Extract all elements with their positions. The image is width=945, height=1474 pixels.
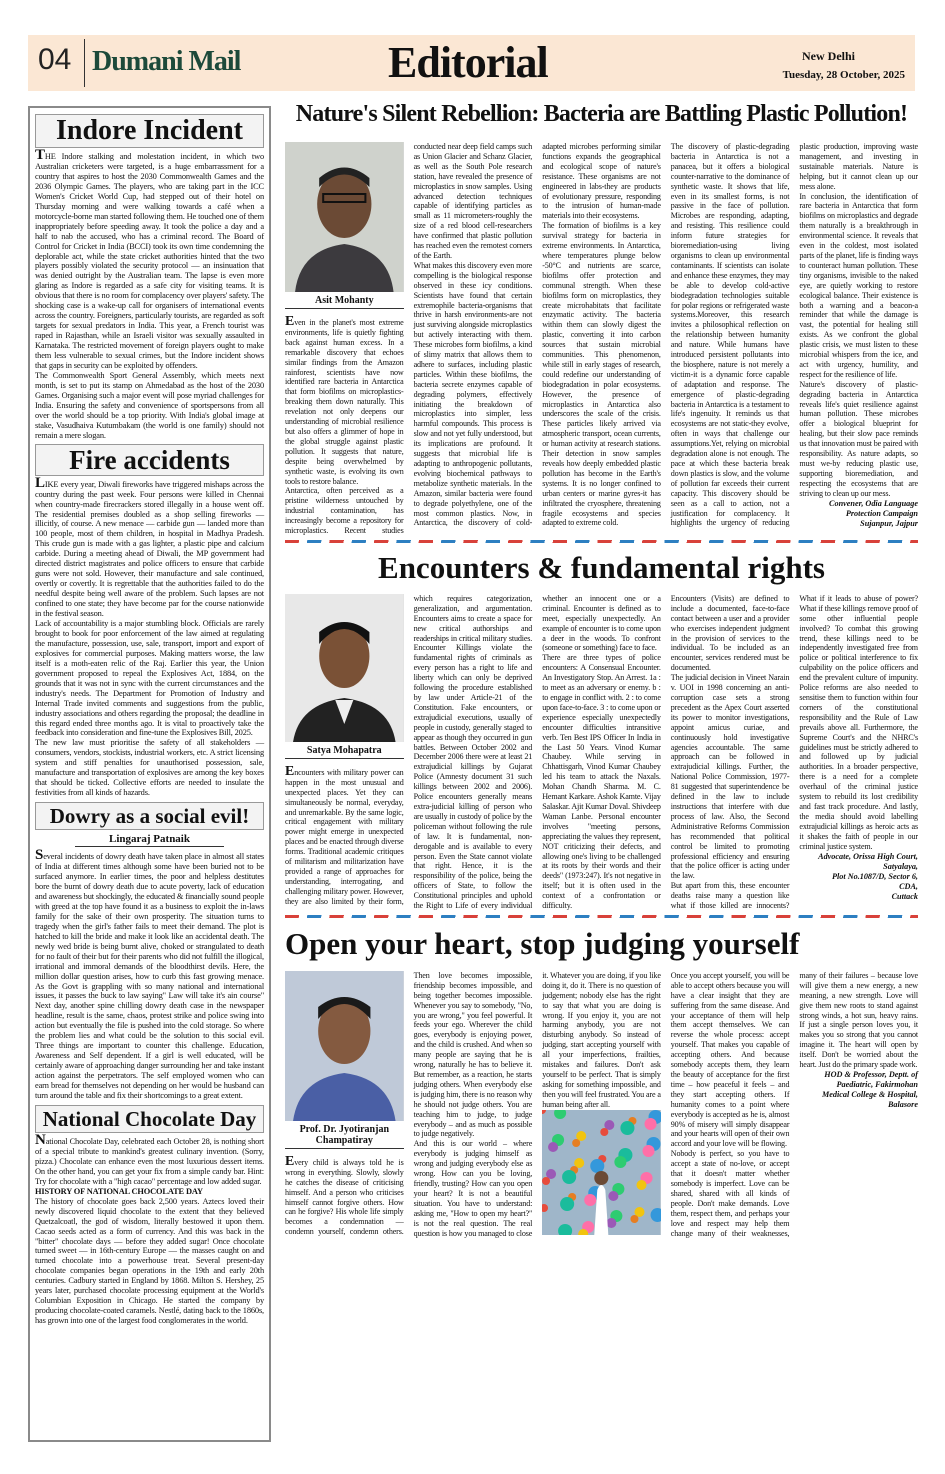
- headline-nature: Nature's Silent Rebellion: Bacteria are Battling Plastic Pollution!: [295, 101, 908, 127]
- paragraph: LIKE every year, Diwali fireworks have triggered mishaps across the country during the past week. Four persons were killed in Chennai when country-made firecrackers stored illegally in a house went off. The residential premises doubled as a shop selling fireworks — illicitly, of course. A new menace — carbide gun — landed more than 100 people, most of them children, in hospital in Madhya Pradesh. This crude gun is made with a gas lighter, a plastic pipe and calcium carbide. During a meeting ahead of Diwali, the MP government had directed district magistrates and police officers to ensure that carbide guns were not sold. However, their manufacture and sale continued, overtly or covertly. It is regrettable that the authorities failed to do the needful despite being well aware of the problem. Such lapses are not confined to one state; they have become par for the course nationwide in the festival season.: [35, 474, 264, 619]
- author-signature: [799, 1070, 918, 1110]
- paragraph: Encounters with military power can happen in the most unusual and unexpected places. Yet they can simultaneously be normal, everyday, and unremarkable. By the same logic, critical engagement with military power might emerge in unexpected places and be enacted through diverse forms. Traditional academic critiques of militarism and militarization have provided a range of approaches for understanding, interrogating, and challenging military power. However, they are also limited by their form, which requires categorization, generalization, and argumentation. Encounters aims to create a space for new critical authorships and readerships in critical military studies. Encounter Killings violate the fundamental rights of criminals as every person has a right to life and liberty which can only be deprived following the procedure established by law under Article-21 of the Constitution. Fake encounters, or extrajudicial executions, usually of people in custody, generally staged to appear as though they occurred in gun battles. Between October 2002 and December 2006 there were at least 21 extrajudicial killings by Gujarat Police (Amnesty document 31 such killings between 2002 and 2006). Police encounters generally means extra-judicial killing of person who are usually in custody of police by the policeman without following the rule of law. It is fundamental, non-derogable and is available to every person. Even the State cannot violate that right. Hence, it is the responsibility of the police, being the officers of State, to follow the Constitutional principles and uphold the Right to Life of every individual whether an innocent one or a criminal. Encounter is defined as to meet, especially unexpectedly. An example of encounter is to come upon a deer in the woods. To confront (someone or something) face to face.: [285, 593, 661, 911]
- author-name: Prof. Dr. Jyotiranjan Champatiray: [285, 1124, 404, 1149]
- article-body: [35, 847, 264, 1101]
- paragraph: National Chocolate Day, celebrated each October 28, is nothing short of a special tribute to mankind's greatest culinary invention. (Sorry, pizza.) Chocolate can enhance even the most luxurious dessert items. On the other hand, you can get your fix from a simple candy bar. Hint: Try for chocolate with a "high cacao" percentage and low added sugar.: [35, 1131, 264, 1186]
- paragraph: The discovery of plastic-degrading bacteria in Antarctica is not a panacea, but it offers a biological counter-narrative to the dominance of synthetic waste. It shows that life, even in its smallest forms, is not passive in the face of pollution. Microbes are responding, adapting, and resisting. This resilience could inform future strategies for bioremediation-using living organisms to clean up environmental contaminants. If scientists can isolate and enhance these enzymes, they may be able to develop cold-active biodegradation technologies suitable for polar regions or refrigerated waste systems.Moreover, this research invites a philosophical reflection on the relationship between humanity and nature. While humans have introduced persistent pollutants into the biosphere, nature is not merely a victim-it is a dynamic force capable of adaptation and response. The emergence of plastic-degrading bacteria in Antarctica is a testament to life's ingenuity. It reminds us that ecosystems are not static-they evolve, often in ways that challenge our assumptions.Yet, relying on microbial degradation alone is not enough. The pace at which these bacteria break down plastics is slow, and the volume of pollution far exceeds their current capacity. This discovery should be seen as a call to action, not a justification for complacency. It highlights the urgency of reducing plastic production, improving waste management, and investing in sustainable materials. Nature is helping, but it cannot clean up our mess alone.: [670, 142, 918, 528]
- headline-dowry: Dowry as a social evil!: [35, 802, 264, 830]
- paragraph: THE Indore stalking and molestation incident, in which two Australian cricketers were targeted, is a huge embarrassment for a country that aspires to host the 2030 Commonwealth Games and the 2036 Olympic Games. The players, who are taking part in the ICC Women's Cricket World Cup, had stepped out of their hotel on Thursday morning and were walking towards a café when a motorcycle-borne man started following them. He touched one of them inappropriately before speeding away. It took the police a day and a half to nab the accused, who has a criminal record. The Board of Control for Cricket in India (BCCI) took its own time condemning the deplorable act, while the state cricket authorities hinted that the two players possibly violated the security protocol — an insinuation that was denied outright by the Australian team. The lapse is even more glaring as Indore is regarded as a safe city for visiting teams. It is obvious that there is no room for complacency over players' safety. The shocking case is a wake-up call for organisers of international events across the country. Foreigners, particularly tourists, are regarded as soft targets for sexual predators in India. This year, a French tourist was raped in Rajasthan, while an Israeli visitor was sexually assaulted in Karnataka. The restricted movement of foreign players ought to make them less vulnerable to sexual crimes, but the Indore incident shows that gaps in security can be exploited by offenders.: [35, 147, 264, 371]
- signature-line: Medical College & Hospital,: [822, 1090, 918, 1099]
- paragraph: The judicial decision in Vineet Narain v. UOI in 1998 concerning an anti-corruption case sets a strong precedent as the Apex Court asserted its power to monitor investigations, appoint amicus curiae, and continuously hold investigative agencies accountable. The same approach can be followed in extrajudicial killings. Further, the National Police Commission, 1977-81 suggested that superintendence be defined in the law to include instructions that interfere with due process of law. Also, the Second Administrative Reforms Commission has recommended that political control be limited to promoting professional efficiency and ensuring that the police officer is acting under the law.: [670, 673, 790, 881]
- paragraph: Nobody is perfect, so you have to accept a state of no-love, or accept that it doesn't matter whether somebody is imperfect. Love can be shared, shared with all kinds of people. Don't make demands. Love them, respect them, and perhaps your love and respect may help them change many of their weaknesses, many of their failures – because love will give them a new energy, a new meaning, a new strength. Love will give them new roots to stand against strong winds, a hot sun, heavy rains. If just a single person loves you, it makes you so strong that you cannot imagine it. The heart will open by itself. Don't be worried about the heart. Just do the primary spade work.: [670, 970, 918, 1238]
- paragraph: Nature's discovery of plastic-degrading bacteria in Antarctica reveals life's quiet resilience against human pollution. These microbes offer a biological blueprint for healing, but their slow pace reminds us that innovation must be paired with responsibility. As nature adapts, so must we-by reducing plastic use, supporting bioremediation, and respecting the ecosystems that are striving to clean up our mess.: [799, 379, 918, 498]
- airmail-divider: [285, 540, 918, 543]
- paragraph: Encounters (Visits) are defined to include a documented, face-to-face contact between a user and a provider who exercises independent judgment in the provision of services to the individual. To be included as an encounter, services rendered must be documented.: [670, 593, 790, 673]
- signature-line: Protection Campaign: [845, 508, 918, 518]
- signature-line: Plot No.1087/D, Sector 6,: [832, 871, 918, 881]
- page-number: 04: [38, 43, 72, 76]
- headline-encounters: Encounters & fundamental rights: [378, 549, 825, 585]
- author-signature: [799, 852, 918, 902]
- paragraph: The Commonwealth Sport General Assembly, which meets next month, is set to put its stamp on Ahmedabad as the host of the 2030 Games. Organising such a major event will pose myriad challenges for India. Ensuring the safety and convenience of sportspersons from all over the world should be a top priority. With India's global image at stake, Vasudhaiva Kutumbakam (the world is one family) should not remain a mere slogan.: [35, 370, 264, 440]
- paragraph: In conclusion, the identification of rare bacteria in Antarctica that form biofilms on microplastics and degrade them naturally is a breakthrough in environmental science. It reveals that even in the coldest, most isolated parts of the planet, life is finding ways to counteract human pollution. These tiny organisms, invisible to the naked eye, are quietly working to restore ecological balance. Their existence is both a warning and a beacon-a reminder that while the damage is vast, the potential for healing still exists. As we confront the global plastic crisis, we must listen to these microbial whispers from the ice, and act with urgency, humility, and respect for the resilience of life.: [799, 191, 918, 379]
- article-heart: [285, 971, 918, 1238]
- author-photo: [285, 971, 404, 1121]
- balloons-illustration: [542, 1110, 661, 1235]
- signature-line: Balasore: [887, 1100, 918, 1109]
- author-signature: [799, 499, 918, 529]
- byline: Lingaraj Patnaik: [75, 833, 224, 847]
- article-body: [35, 1197, 264, 1326]
- signature-line: Advocate, Orissa High Court,: [818, 851, 918, 861]
- paragraph: What makes this discovery even more compelling is the biological response observed in these icy conditions. Scientists have found that certain extremophile bacteria-organisms that thrive in harsh environments-are not just surviving alongside microplastics but actively interacting with them. These microbes form biofilms, a kind of slimy matrix that allows them to adhere to surfaces, including plastic particles. Within these biofilms, the bacteria secrete enzymes capable of degrading polymers, effectively initiating the breakdown of microplastics into simpler, less harmful compounds. This process is slow and not yet fully understood, but its implications are profound. It suggests that microbial life is adapting to anthropogenic pollutants, evolving biochemical pathways to metabolize synthetic materials. In the Amazon, similar bacteria were found to degrade polyethylene, one of the most common plastics. Now, in Antarctica, the discovery of cold-adapted microbes performing similar functions expands the geographical and ecological scope of nature's resistance. These organisms are not engineered in labs-they are products of evolutionary pressure, responding to the intrusion of human-made materials into their ecosystems.: [413, 142, 661, 528]
- paragraph: The formation of biofilms is a key survival strategy for bacteria in extreme environments. In Antarctica, where temperatures plunge below -50°C and nutrients are scarce, biofilms offer protection and communal strength. When these biofilms form on microplastics, they create microhabitats that facilitate enzymatic activity. The bacteria within them can slowly digest the plastic, converting it into carbon sources that sustain microbial communities. This phenomenon, while still in early stages of research, could redefine our understanding of biodegradation in polar ecosystems. However, the presence of microplastics in Antarctica also underscores the scale of the crisis. These particles likely arrived via atmospheric transport, ocean currents, or human activity at research stations. Their detection in snow samples reveals how deeply embedded plastic pollution has become in the Earth's systems. It is no longer confined to urban centers or marine gyres-it has infiltrated the cryosphere, threatening fragile ecosystems and species adapted to extreme cold.: [542, 221, 661, 528]
- paragraph: Several incidents of dowry death have taken place in almost all states of India at different times although some have been buried not to be surfaced anymore. In earlier times, the poor and helpless destitutes bore the burnt of dowry death due to acute poverty, lack of education and awareness but shockingly, the educated & financially sound people with greed at the top have found it as a business to exploit the in-laws family for the sake of their own prosperity. The situation turns to tragedy when the girl's father fails to meet their demand. The plot is hatched to kill the bride and make it look like an accidental death. The newly wed bride is being burnt alive, choked or strangulated to death for no fault of their but for their parents who did not fulfill the illogical, irrational and immoral demands of the bloodthirst devils. Here, the million dollar question arises, how to curb this fast growing menace. As the Govt is grappling with so many national and international issues, it passes the buck to law saying" Law will take it's ain course" Next day, another spine chilling dowry death case in the newspaper headline, result is the same, chaos, protest strike and police swing into action but eventually the file is pushed into the cold storage. So where the problem lies and what could be the solution to this social evil. Three things are important to counter this challenge. Education, Awareness and Self dependent. If a girl is well educated, will be certainly aware of approaching danger surrounding her and take instant action against the perpetrators. The self employed women who can earn bread for themselves not depending on her would be husband can turn around the table and fix their shortcomings to a great extent.: [35, 847, 264, 1101]
- divider: [84, 39, 85, 87]
- signature-line: Convener, Odia Language: [829, 498, 918, 508]
- signature-line: Satyalaya,: [883, 861, 918, 871]
- section-title: Editorial: [388, 38, 548, 87]
- author-photo: [285, 142, 404, 292]
- headline-fire: Fire accidents: [35, 444, 264, 476]
- paragraph: Antarctica, often perceived as a pristine wilderness untouched by industrial contamination, has increasingly become a repository for microplastics. Recent studies conducted near deep field camps such as Union Glacier and Schanz Glacier, as well as the South Pole research station, have revealed the presence of microplastics in snow samples. Using advanced detection techniques capable of identifying particles as small as 11 micrometers-roughly the size of a red blood cell-researchers have confirmed that plastic pollution has reached even the remotest corners of the Earth.: [285, 142, 533, 536]
- masthead: [28, 35, 915, 91]
- signature-line: Cuttack: [891, 891, 918, 901]
- sidebar-editorials: [28, 106, 271, 1442]
- paper-name: Dumani Mail: [92, 46, 241, 77]
- airmail-divider: [285, 915, 918, 918]
- signature-line: Sujanpur, Jajpur: [860, 518, 918, 528]
- author-name: Asit Mohanty: [285, 295, 404, 309]
- article-body: [35, 474, 264, 799]
- headline-heart: Open your heart, stop judging yourself: [285, 925, 800, 961]
- paragraph: Even in the planet's most extreme environments, life is quietly fighting back against human excess. In a remarkable discovery that echoes similar findings from the Amazon rainforest, scientists have now identified rare bacteria in Antarctica that form biofilms on microplastics-breaking them down naturally. This revelation not only deepens our understanding of microbial resilience but also offers a glimmer of hope in the global struggle against plastic pollution. It suggests that nature, despite being overwhelmed by synthetic waste, is evolving its own tools to restore balance.: [285, 314, 404, 486]
- paragraph: And this is our world – where everybody is judging himself as wrong and judging everybody else as wrong. How can you be loving, friendly, trusting? How can you open your heart? It is not a beautiful situation. You have to understand: asking me, "How to open my heart?" is not the real question. The real question is how you managed to close it. Whatever you are doing, if you like doing it, do it. There is no question of judgement; nobody else has the right to say that what you are doing is wrong. If you enjoy it, you are not harming anybody, you are not disturbing anybody. So instead of judging, start accepting yourself with all your imperfections, frailties, mistakes and failures. Don't ask yourself to be perfect. That is simply asking for something impossible, and then you will feel frustrated. You are a human being after all.: [413, 970, 661, 1238]
- signature-line: Paediatric, Fakirmohan: [836, 1080, 918, 1089]
- paragraph: The new law must prioritise the safety of all stakeholders — consumers, vendors, stockists, industrial workers, etc. A strict licensing system and stiff penalties for unauthorised possession, sale, manufacture and transportation of explosives are among the key boxes that should be ticked. Collective efforts are needed to insulate the festivities from all kinds of hazards.: [35, 738, 264, 798]
- headline-indore: Indore Incident: [35, 114, 264, 148]
- main-column: [285, 96, 918, 1242]
- paragraph: Lack of accountability is a major stumbling block. Officials are rarely brought to book for poor enforcement of the law aimed at regulating the manufacture, possession, use, sale, transport, import and export of explosives for commercial purposes. Making matters worse, the law itself is a moth-eaten relic of the Raj. Earlier this year, the Union government proposed to repeal the Explosives Act, 1884, on the grounds that it was not in sync with the current circumstances and the industry's needs. The Department for Promotion of Industry and Internal Trade invited comments and suggestions from the public, industry associations and others regarding the proposal; the deadline in this regard ended three months ago. It is vital to proactively take the feedback into consideration and fine-tune the Explosives Bill, 2025.: [35, 618, 264, 738]
- city: New Delhi: [802, 49, 855, 63]
- subhead: HISTORY OF NATIONAL CHOCOLATE DAY: [35, 1186, 203, 1196]
- paragraph: There are three types of police encounters: A Consensual Encounter. An Investigatory Stop. An Arrest. 1a : to meet as an adversary or enemy. b : to engage in conflict with. 2 : to come upon face-to-face. 3 : to come upon or experience especially unexpectedly encounter difficulties intransitive verb. Ten Best IPS Officer In India in the Last 50 Years. Vinod Kumar Chaubey. While serving in Chhattisgarh, Vinod Kumar Chaubey led his team to attack the Naxals. Mohan Chandh Sharma. M. C. Hemant Karkare. Ashok Kamte. Vijay Salaskar. Ajit Kumar Doval. Shivdeep Waman Lanbe. Personal encounter involves "meeting persons, appreciating the values they represent, NOT criticizing their defects, and allowing one's living to be challenged at its roots by their words and their deeds" (1973:247). It's not negative in itself; but it is often used in the context of a confrontation or difficulty.: [542, 653, 661, 911]
- paragraph: Every child is always told he is wrong in everything. Slowly, slowly he catches the disease of criticising himself. And a person who criticises himself cannot forgive others. How can he forgive? His whole life simply becomes a condemnation — condemn yourself, condemn others. Then love becomes impossible, friendship becomes impossible, and being together becomes impossible. Whenever you say to somebody, "No, you are wrong," you feel powerful. It feeds your ego. Wherever the child goes, everybody is enjoying power, and the child is crushed. And when so many people are saying that he is wrong, naturally he has to believe it. But remember, as a reaction, he starts judging others. When everybody else is judging him, there is no reason why he should not judge others. You are teaching him to judge, to judge everybody – and as much as possible to judge negatively.: [285, 970, 533, 1237]
- article-body: [35, 147, 264, 441]
- signature-line: CDA,: [899, 881, 918, 891]
- article-encounters: [285, 594, 918, 911]
- signature-line: HOD & Professor, Deptt. of: [824, 1070, 918, 1079]
- article-nature: [285, 142, 918, 536]
- article-body: [35, 1131, 264, 1187]
- date: Tuesday, 28 October, 2025: [782, 69, 905, 81]
- paragraph: The history of chocolate goes back 2,500 years. Aztecs loved their newly discovered liquid chocolate to the extent that they believed Quetzalcoatl, the god of wisdom, literally bestowed it upon them. Cacao seeds acted as a form of currency. And this was back in the "bitter" chocolate days — before they added sugar! Once chocolate turned sweet — in 16th-century Europe — the masses caught on and turned chocolate into a powerhouse treat. Several present-day chocolate companies began operations in the 19th and early 20th centuries. Cadbury started in England by 1868. Milton S. Hershey, 25 years later, purchased chocolate processing equipment at the World's Columbian Exposition in Chicago. He started the company by producing chocolate-coated caramels. Nestlé, dating back to the 1860s, has grown into one of the largest food conglomerates in the world.: [35, 1196, 264, 1326]
- author-name: Satya Mohapatra: [285, 745, 404, 759]
- author-photo: [285, 594, 404, 742]
- headline-chocolate: National Chocolate Day: [35, 1105, 264, 1133]
- paragraph: But apart from this, these encounter deaths raise many a question like what if those killed are innocents? What if it leads to abuse of power? What if these killings remove proof of some other influential people involved? To combat this growing trend, these killings need to be independently investigated free from police or political interference to fix culpability on the police officers and end the prevalent culture of impunity. Police reforms are also needed to sensitise them to function within four corners of the constitutional responsibility and the Rule of Law prevails above all. Furthermore, the Supreme Court's and the NHRC's guidelines must be strictly adhered to and followed up by judicial authorities. In a broader perspective, there is a need for a complete overhaul of the criminal justice system to rebuild its lost credibility and fast track procedure. And lastly, the media should avoid labelling extrajudicial killings as heroic acts as it shakes the faith of people in our criminal justice system.: [670, 593, 918, 911]
- paragraph: Once you accept yourself, you will be able to accept others because you will have a clear insight that they are suffering from the same disease. And your acceptance of them will help them accept themselves. We can reverse the whole process: accept yourself. That makes you capable of accepting others. And because somebody accepts them, they learn the beauty of acceptance for the first time – how peaceful it feels – and they start accepting others. If humanity comes to a point where everybody is accepted as he is, almost 90% of misery will simply disappear and your hearts will open of their own accord and your love will be flowing.: [670, 970, 790, 1149]
